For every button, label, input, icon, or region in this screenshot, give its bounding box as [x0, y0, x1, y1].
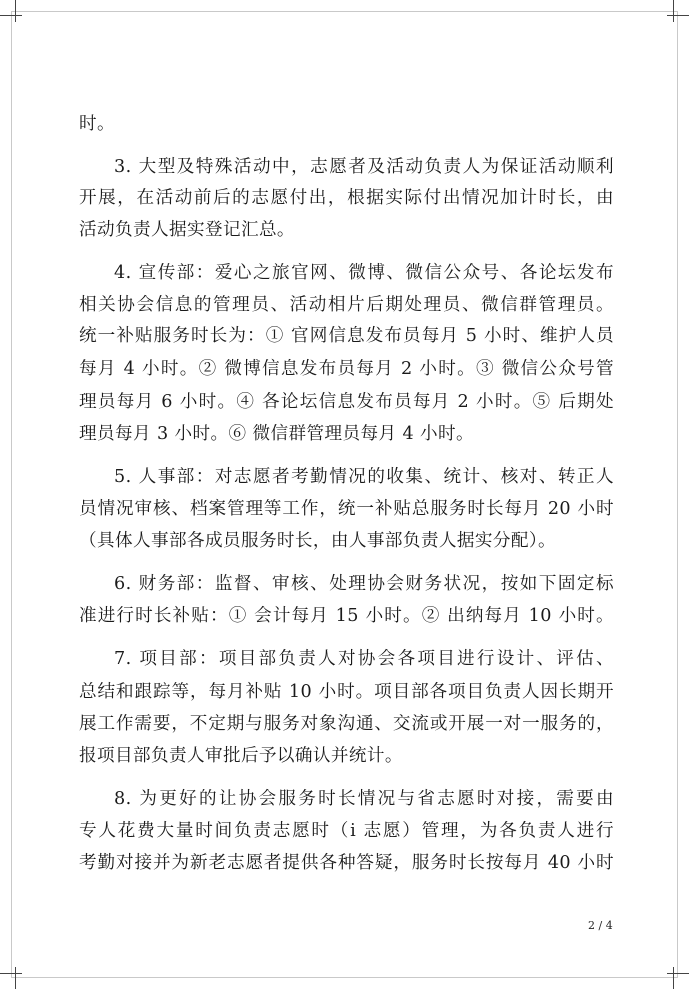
crop-mark — [0, 15, 22, 16]
text-line: 展工作需要，不定期与服务对象沟通、交流或开展一对一服务的， — [79, 714, 614, 734]
text-line: 理员每月 6 小时。④ 各论坛信息发布员每月 2 小时。⑤ 后期处 — [79, 392, 614, 412]
text-line: 相关协会信息的管理员、活动相片后期处理员、微信群管理员。 — [79, 295, 614, 315]
text-line: 开展，在活动前后的志愿付出，根据实际付出情况加计时长，由 — [79, 188, 614, 208]
crop-mark — [15, 967, 16, 989]
text-line: 总结和跟踪等，每月补贴 10 小时。项目部各项目负责人因长期开 — [79, 682, 614, 702]
text-line: 考勤对接并为新老志愿者提供各种答疑，服务时长按每月 40 小时 — [79, 853, 614, 873]
crop-mark — [673, 0, 674, 22]
text-line: 8. 为更好的让协会服务时长情况与省志愿时对接，需要由 — [114, 789, 614, 809]
page-number: 2 / 4 — [588, 919, 613, 932]
crop-mark — [667, 15, 689, 16]
text-line: 5. 人事部：对志愿者考勤情况的收集、统计、核对、转正人 — [114, 467, 614, 487]
text-line: 统一补贴服务时长为：① 官网信息发布员每月 5 小时、维护人员 — [79, 326, 614, 346]
text-line: 报项目部负责人审批后予以确认并统计。 — [79, 746, 403, 766]
text-line: 4. 宣传部：爱心之旅官网、微博、微信公众号、各论坛发布 — [114, 263, 614, 283]
text-line: 6. 财务部：监督、审核、处理协会财务状况，按如下固定标 — [114, 574, 614, 594]
text-line: 准进行时长补贴：① 会计每月 15 小时。② 出纳每月 10 小时。 — [79, 606, 614, 626]
text-line: 专人花费大量时间负责志愿时（i 志愿）管理，为各负责人进行 — [79, 821, 614, 841]
text-line: 时。 — [79, 114, 115, 134]
crop-mark — [673, 967, 674, 989]
text-line: 理员每月 3 小时。⑥ 微信群管理员每月 4 小时。 — [79, 424, 475, 444]
text-line: 每月 4 小时。② 微博信息发布员每月 2 小时。③ 微信公众号管 — [79, 359, 614, 379]
crop-mark — [0, 973, 22, 974]
text-line: （具体人事部各成员服务时长，由人事部负责人据实分配）。 — [79, 531, 557, 551]
text-line: 活动负责人据实登记汇总。 — [79, 220, 295, 240]
crop-mark — [667, 973, 689, 974]
text-line: 7. 项目部：项目部负责人对协会各项目进行设计、评估、 — [114, 649, 614, 669]
text-line: 员情况审核、档案管理等工作，统一补贴总服务时长每月 20 小时 — [79, 499, 614, 519]
crop-mark — [15, 0, 16, 22]
text-line: 3. 大型及特殊活动中，志愿者及活动负责人为保证活动顺利 — [114, 157, 614, 177]
